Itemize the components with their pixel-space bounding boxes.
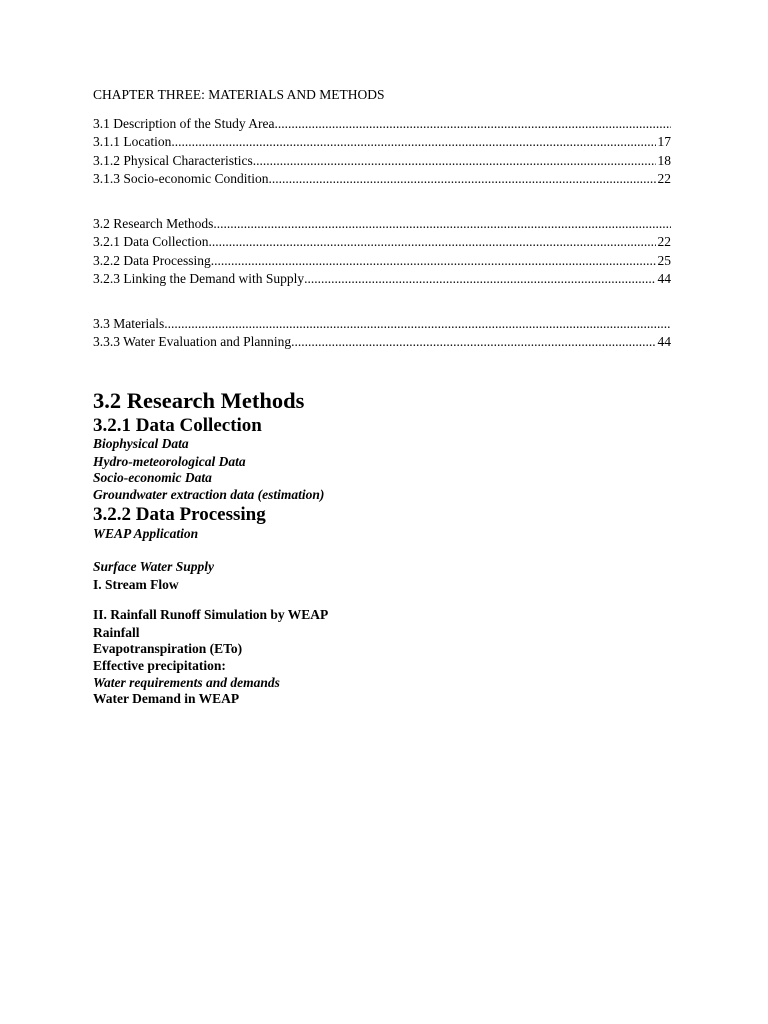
item-water-demand-weap: Water Demand in WEAP xyxy=(93,691,240,706)
toc-entry[interactable]: 3.2 Research Methods ..... xyxy=(93,215,671,233)
heading-data-processing: 3.2.2 Data Processing xyxy=(93,504,266,525)
item-water-requirements: Water requirements and demands xyxy=(93,675,280,690)
item-biophysical-data: Biophysical Data xyxy=(93,436,189,451)
toc-group-research-methods xyxy=(93,215,671,288)
toc-entry[interactable]: 3.1.3 Socio-economic Condition ..... 22 xyxy=(93,170,671,188)
item-hydro-meteorological-data: Hydro-meteorological Data xyxy=(93,454,246,469)
toc-entry[interactable]: 3.2.3 Linking the Demand with Supply ..... 44 xyxy=(93,270,671,288)
item-surface-water-supply: Surface Water Supply xyxy=(93,559,215,574)
item-weap-application: WEAP Application xyxy=(93,526,199,541)
chapter-title: CHAPTER THREE: MATERIALS AND METHODS xyxy=(93,87,385,102)
item-evapotranspiration: Evapotranspiration (ETo) xyxy=(93,641,243,656)
toc-entry[interactable]: 3.3 Materials ..... xyxy=(93,315,671,333)
item-groundwater-data: Groundwater extraction data (estimation) xyxy=(93,487,325,502)
toc-entry[interactable]: 3.1.2 Physical Characteristics ..... 18 xyxy=(93,152,671,170)
toc-entry[interactable]: 3.3.3 Water Evaluation and Planning ..... 44 xyxy=(93,333,671,351)
toc-entry[interactable]: 3.1.1 Location ..... 17 xyxy=(93,133,671,151)
toc-entry[interactable]: 3.2.1 Data Collection ..... 22 xyxy=(93,233,671,251)
item-rainfall-runoff: II. Rainfall Runoff Simulation by WEAP xyxy=(93,607,329,622)
item-stream-flow: I. Stream Flow xyxy=(93,577,179,592)
heading-research-methods: 3.2 Research Methods xyxy=(93,388,305,413)
item-rainfall: Rainfall xyxy=(93,625,140,640)
item-effective-precipitation: Effective precipitation: xyxy=(93,658,226,673)
toc-entry[interactable]: 3.2.2 Data Processing ..... 25 xyxy=(93,252,671,270)
toc-group-materials xyxy=(93,315,671,352)
heading-data-collection: 3.2.1 Data Collection xyxy=(93,415,262,436)
toc-group-study-area xyxy=(93,115,671,188)
item-socio-economic-data: Socio-economic Data xyxy=(93,470,212,485)
toc-entry[interactable]: 3.1 Description of the Study Area ..... xyxy=(93,115,671,133)
